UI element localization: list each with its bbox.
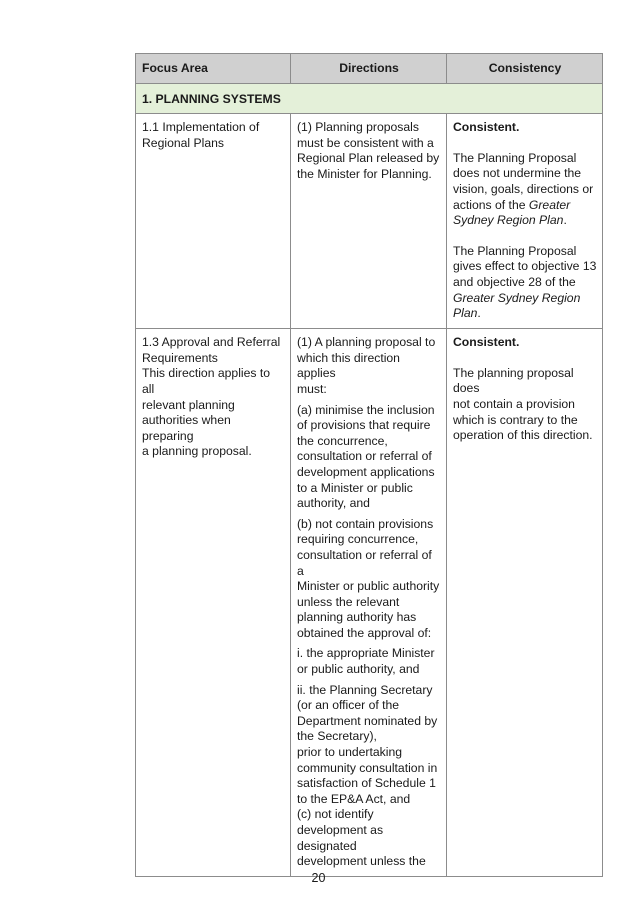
consistency-text: The Planning Proposal gives effect to objective 13 and objective 28 of the <box>453 243 597 289</box>
consistency-text: . <box>477 306 481 321</box>
plan-title-italic: Greater Sydney Region Plan <box>453 290 581 321</box>
focus-line: a planning proposal. <box>142 444 252 459</box>
focus-line: Requirements <box>142 350 218 365</box>
direction-line: planning authority has <box>297 610 417 625</box>
direction-paragraph <box>297 335 441 397</box>
consistency-paragraph <box>453 244 597 322</box>
consistency-line: which is contrary to the <box>453 412 578 427</box>
direction-line: the concurrence, <box>297 433 388 448</box>
direction-line: ii. the Planning Secretary <box>297 682 433 697</box>
direction-line: development unless the <box>297 854 426 869</box>
header-consistency: Consistency <box>447 54 603 84</box>
direction-paragraph <box>297 403 441 512</box>
header-directions: Directions <box>291 54 447 84</box>
page-number: 20 <box>311 871 326 885</box>
direction-line: prior to undertaking <box>297 745 403 760</box>
consistency-text: The Planning Proposal does not undermine the vision, goals, directions or actions of the <box>453 150 594 212</box>
direction-line: development applications <box>297 464 435 479</box>
direction-line: unless the relevant <box>297 594 400 609</box>
direction-paragraph <box>297 683 441 870</box>
direction-line: requiring concurrence, <box>297 532 419 547</box>
section-title: 1. PLANNING SYSTEMS <box>136 83 603 114</box>
section-row <box>136 83 603 114</box>
focus-area-cell <box>136 329 291 877</box>
direction-line: Regional Plan released by <box>297 151 440 166</box>
direction-line: (1) Planning proposals <box>297 120 419 135</box>
consistency-heading: Consistent. <box>453 335 520 350</box>
consistency-cell <box>447 329 603 877</box>
header-focus-area: Focus Area <box>136 54 291 84</box>
direction-line: obtained the approval of: <box>297 625 432 640</box>
consistency-table <box>135 53 603 877</box>
focus-area-cell <box>136 114 291 329</box>
direction-line: consultation or referral of <box>297 449 432 464</box>
direction-line: community consultation in <box>297 760 438 775</box>
direction-line: to a Minister or public <box>297 480 413 495</box>
plan-title-italic: Greater Sydney Region Plan <box>453 197 571 228</box>
directions-cell <box>291 329 447 877</box>
consistency-line: not contain a provision <box>453 396 575 411</box>
consistency-paragraph <box>453 366 597 444</box>
direction-line: to the EP&A Act, and <box>297 791 411 806</box>
consistency-heading: Consistent. <box>453 120 520 135</box>
direction-line: (a) minimise the inclusion <box>297 402 435 417</box>
direction-line: i. the appropriate Minister <box>297 646 435 661</box>
direction-line: (or an officer of the <box>297 698 400 713</box>
direction-line: must: <box>297 381 327 396</box>
consistency-line: operation of this direction. <box>453 428 593 443</box>
focus-line: relevant planning <box>142 397 235 412</box>
direction-line: or public authority, and <box>297 662 420 677</box>
consistency-cell <box>447 114 603 329</box>
direction-line: the Minister for Planning. <box>297 166 432 181</box>
direction-line: development as designated <box>297 823 384 853</box>
focus-line: This direction applies to all <box>142 366 271 396</box>
directions-cell <box>291 114 447 329</box>
table-header-row <box>136 54 603 84</box>
direction-paragraph <box>297 517 441 642</box>
direction-paragraph <box>297 120 441 182</box>
direction-line: consultation or referral of a <box>297 547 432 578</box>
direction-line: the Secretary), <box>297 729 377 744</box>
focus-line: authorities when preparing <box>142 413 231 443</box>
direction-paragraph <box>297 646 441 677</box>
direction-line: (c) not identify <box>297 807 374 822</box>
consistency-text: . <box>563 213 567 228</box>
direction-line: which this direction applies <box>297 350 400 381</box>
direction-line: (b) not contain provisions <box>297 516 434 531</box>
table-row <box>136 329 603 877</box>
direction-line: authority, and <box>297 496 370 511</box>
direction-line: of provisions that require <box>297 418 431 433</box>
direction-line: Minister or public authority <box>297 579 440 594</box>
direction-line: must be consistent with a <box>297 135 434 150</box>
direction-line: (1) A planning proposal to <box>297 335 436 350</box>
table-row <box>136 114 603 329</box>
direction-line: Department nominated by <box>297 713 438 728</box>
consistency-paragraph <box>453 151 597 229</box>
direction-line: satisfaction of Schedule 1 <box>297 776 436 791</box>
focus-line: 1.1 Implementation of <box>142 120 260 135</box>
focus-line: Regional Plans <box>142 135 224 150</box>
consistency-line: The planning proposal does <box>453 365 574 396</box>
focus-line: 1.3 Approval and Referral <box>142 335 281 350</box>
